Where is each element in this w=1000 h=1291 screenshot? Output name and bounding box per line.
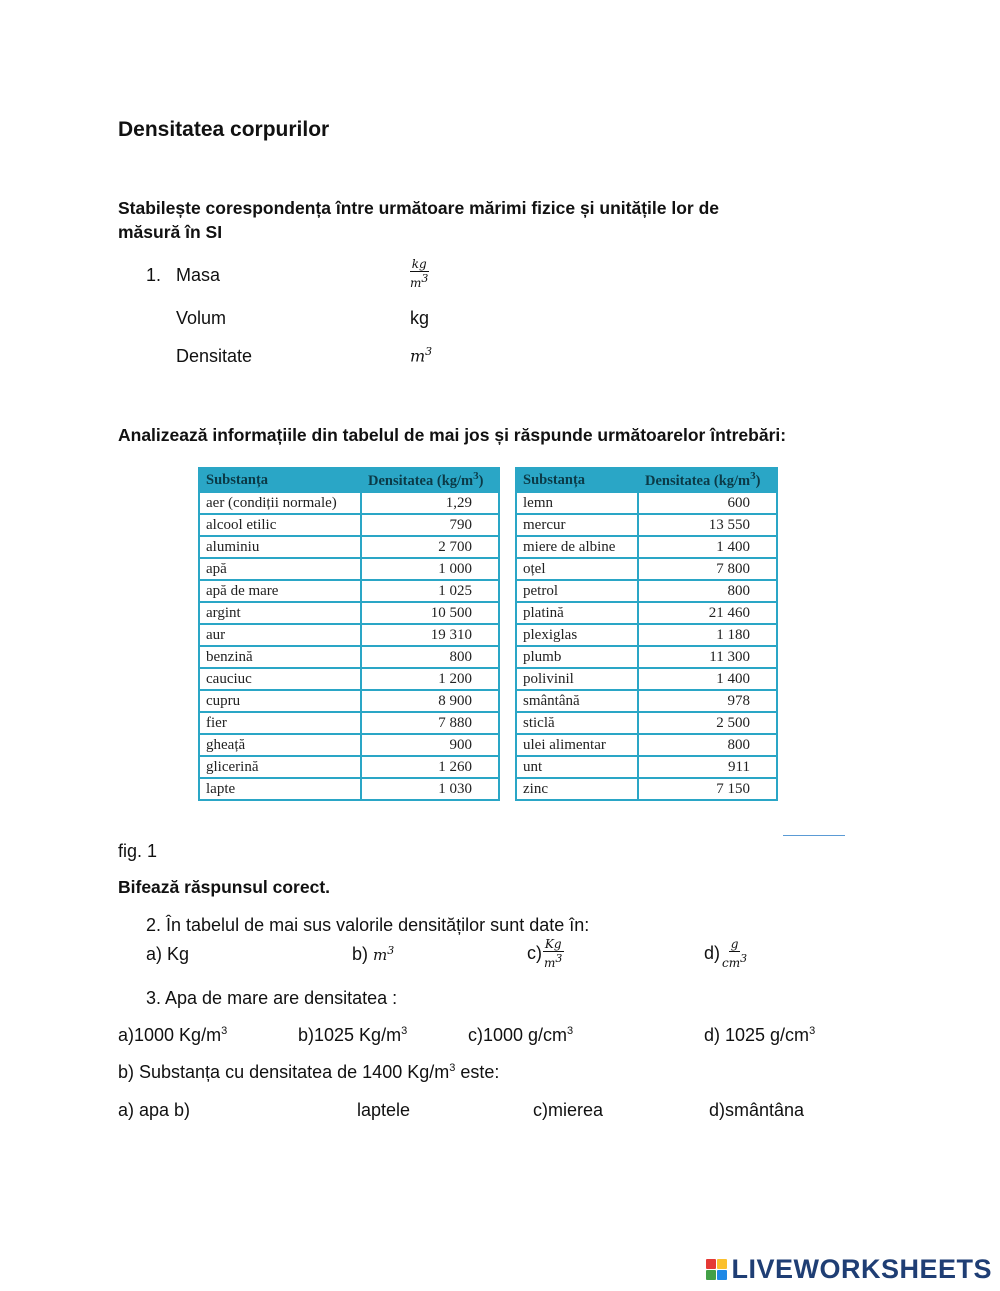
q2-option-d-num: g xyxy=(730,937,739,951)
q3-option-c[interactable] xyxy=(468,1025,573,1046)
header-density-close: ) xyxy=(755,472,761,489)
header-density-label: Densitatea (kg/m xyxy=(645,472,751,489)
table-row xyxy=(516,690,777,712)
density-value: 7 800 xyxy=(638,558,777,580)
unit-denominator: m xyxy=(410,276,422,290)
q2-option-d-exp: 3 xyxy=(740,952,748,965)
table-row xyxy=(199,558,499,580)
density-value: 790 xyxy=(361,514,499,536)
substance-name: lapte xyxy=(199,778,361,800)
instruction-analyze: Analizează informațiile din tabelul de mai jos și răspunde următoarelor întrebări: xyxy=(118,425,787,445)
q3-option-a-text: a)1000 Kg/m xyxy=(118,1025,222,1045)
header-density xyxy=(361,468,499,492)
table-row xyxy=(199,712,499,734)
unit-kg-per-m3 xyxy=(408,258,430,290)
instruction-check: Bifează răspunsul corect. xyxy=(118,877,331,897)
header-density-label: Densitatea (kg/m xyxy=(368,472,474,489)
table-row xyxy=(516,712,777,734)
q2-option-c-den: m xyxy=(544,956,556,970)
substance-name: apă xyxy=(199,558,361,580)
q3-option-c-text: c)1000 g/cm xyxy=(468,1025,568,1045)
figure-line xyxy=(783,835,845,836)
q2-option-c-exp: 3 xyxy=(555,952,563,965)
density-value: 2 700 xyxy=(361,536,499,558)
density-value: 978 xyxy=(638,690,777,712)
table-row xyxy=(516,624,777,646)
density-value: 10 500 xyxy=(361,602,499,624)
q4-option-b[interactable]: laptele xyxy=(357,1100,411,1120)
q2-option-c-num: Kg xyxy=(544,937,562,951)
density-value: 1 180 xyxy=(638,624,777,646)
density-value: 1,29 xyxy=(361,492,499,514)
table-row xyxy=(516,734,777,756)
substance-name: apă de mare xyxy=(199,580,361,602)
table-row xyxy=(199,778,499,800)
q2-option-c[interactable] xyxy=(527,938,564,970)
table-row xyxy=(516,492,777,514)
q3-option-d-exp: 3 xyxy=(809,1025,816,1037)
table-row xyxy=(199,756,499,778)
substance-name: petrol xyxy=(516,580,638,602)
header-density xyxy=(638,468,777,492)
density-value: 11 300 xyxy=(638,646,777,668)
density-value: 1 030 xyxy=(361,778,499,800)
quantity-density: Densitate xyxy=(176,346,253,366)
table-row xyxy=(199,602,499,624)
unit-numerator: kg xyxy=(411,257,427,271)
quantity-mass: Masa xyxy=(176,265,221,285)
substance-name: aer (condiții normale) xyxy=(199,492,361,514)
density-value: 13 550 xyxy=(638,514,777,536)
density-value: 21 460 xyxy=(638,602,777,624)
logo-text: LIVEWORKSHEETS xyxy=(731,1254,992,1284)
q3-option-b-text: b)1025 Kg/m xyxy=(298,1025,402,1045)
density-value: 1 400 xyxy=(638,668,777,690)
substance-name: plexiglas xyxy=(516,624,638,646)
substance-name: smântână xyxy=(516,690,638,712)
unit-kg: kg xyxy=(410,308,430,328)
density-value: 800 xyxy=(638,734,777,756)
table-row xyxy=(516,536,777,558)
q3-option-a[interactable] xyxy=(118,1025,227,1046)
q2-option-b-unit: m xyxy=(373,946,388,964)
q4-option-a[interactable]: a) apa b) xyxy=(118,1100,191,1120)
density-value: 7 150 xyxy=(638,778,777,800)
q2-option-d[interactable] xyxy=(704,938,749,970)
quantity-volume: Volum xyxy=(176,308,227,328)
header-density-close: ) xyxy=(478,472,484,489)
substance-name: argint xyxy=(199,602,361,624)
substance-name: cauciuc xyxy=(199,668,361,690)
density-value: 1 400 xyxy=(638,536,777,558)
substance-name: aluminiu xyxy=(199,536,361,558)
density-table-left xyxy=(198,467,500,801)
q3-option-c-exp: 3 xyxy=(567,1025,574,1037)
q3-option-d-text: d) 1025 g/cm xyxy=(704,1025,810,1045)
table-row xyxy=(516,778,777,800)
q3-option-b-exp: 3 xyxy=(401,1025,408,1037)
density-value: 600 xyxy=(638,492,777,514)
substance-name: aur xyxy=(199,624,361,646)
table-row xyxy=(199,514,499,536)
unit-m: m xyxy=(410,346,426,366)
table-row xyxy=(199,492,499,514)
substance-name: plumb xyxy=(516,646,638,668)
density-value: 7 880 xyxy=(361,712,499,734)
q4-option-d[interactable]: d)smântâna xyxy=(709,1100,805,1120)
density-value: 1 025 xyxy=(361,580,499,602)
q2-option-a[interactable]: a) Kg xyxy=(146,944,190,964)
q4-exp: 3 xyxy=(449,1062,456,1074)
substance-name: lemn xyxy=(516,492,638,514)
substance-name: gheață xyxy=(199,734,361,756)
substance-name: miere de albine xyxy=(516,536,638,558)
table-row xyxy=(199,624,499,646)
q2-option-b[interactable] xyxy=(352,944,394,965)
instruction-matching-line2: măsură în SI xyxy=(118,222,223,242)
table-row xyxy=(516,756,777,778)
q3-option-b[interactable] xyxy=(298,1025,407,1046)
density-value: 8 900 xyxy=(361,690,499,712)
density-value: 1 260 xyxy=(361,756,499,778)
substance-name: unt xyxy=(516,756,638,778)
unit-m-exponent: 3 xyxy=(425,345,433,358)
q2-option-b-exp: 3 xyxy=(387,944,395,957)
q3-option-a-exp: 3 xyxy=(221,1025,228,1037)
q3-option-d[interactable] xyxy=(704,1025,815,1046)
density-value: 900 xyxy=(361,734,499,756)
question-3: 3. Apa de mare are densitatea : xyxy=(146,988,398,1008)
q2-option-d-den: cm xyxy=(722,956,741,970)
table-row xyxy=(516,580,777,602)
table-row xyxy=(516,514,777,536)
q2-option-c-label: c) xyxy=(527,942,542,963)
question-4 xyxy=(118,1062,499,1083)
figure-caption: fig. 1 xyxy=(118,841,158,861)
density-table-right xyxy=(515,467,778,801)
substance-name: zinc xyxy=(516,778,638,800)
substance-name: ulei alimentar xyxy=(516,734,638,756)
table-row xyxy=(199,536,499,558)
q2-option-b-label: b) xyxy=(352,944,369,964)
page-title: Densitatea corpurilor xyxy=(118,118,330,141)
q2-option-d-label: d) xyxy=(704,942,721,963)
header-substance: Substanța xyxy=(199,468,361,492)
table-row xyxy=(516,668,777,690)
table-row xyxy=(516,646,777,668)
density-value: 800 xyxy=(361,646,499,668)
density-value: 1 000 xyxy=(361,558,499,580)
table-row xyxy=(199,580,499,602)
header-density-exp: 3 xyxy=(473,470,479,483)
substance-name: platină xyxy=(516,602,638,624)
substance-name: mercur xyxy=(516,514,638,536)
table-row xyxy=(199,690,499,712)
header-density-exp: 3 xyxy=(750,470,756,483)
substance-name: oțel xyxy=(516,558,638,580)
density-value: 911 xyxy=(638,756,777,778)
substance-name: fier xyxy=(199,712,361,734)
unit-exponent: 3 xyxy=(421,272,429,285)
table-row xyxy=(516,558,777,580)
q4-text: b) Substanța cu densitatea de 1400 Kg/m xyxy=(118,1062,450,1082)
substance-name: alcool etilic xyxy=(199,514,361,536)
q4-option-c[interactable]: c)mierea xyxy=(533,1100,604,1120)
substance-name: sticlă xyxy=(516,712,638,734)
unit-m3 xyxy=(410,345,432,365)
substance-name: glicerină xyxy=(199,756,361,778)
density-value: 2 500 xyxy=(638,712,777,734)
instruction-matching: Stabilește corespondența între următoare mărimi fizice și unitățile lor de xyxy=(118,198,719,218)
density-value: 19 310 xyxy=(361,624,499,646)
table-row xyxy=(516,602,777,624)
question-2: 2. În tabelul de mai sus valorile densităților sunt date în: xyxy=(146,915,590,935)
header-substance: Substanța xyxy=(516,468,638,492)
list-number-1: 1. xyxy=(146,265,162,285)
liveworksheets-logo xyxy=(706,1254,992,1285)
density-value: 800 xyxy=(638,580,777,602)
logo-icon xyxy=(706,1259,727,1280)
substance-name: polivinil xyxy=(516,668,638,690)
q4-text-end: este: xyxy=(455,1062,500,1082)
table-row xyxy=(199,734,499,756)
substance-name: cupru xyxy=(199,690,361,712)
substance-name: benzină xyxy=(199,646,361,668)
table-row xyxy=(199,646,499,668)
table-row xyxy=(199,668,499,690)
density-value: 1 200 xyxy=(361,668,499,690)
